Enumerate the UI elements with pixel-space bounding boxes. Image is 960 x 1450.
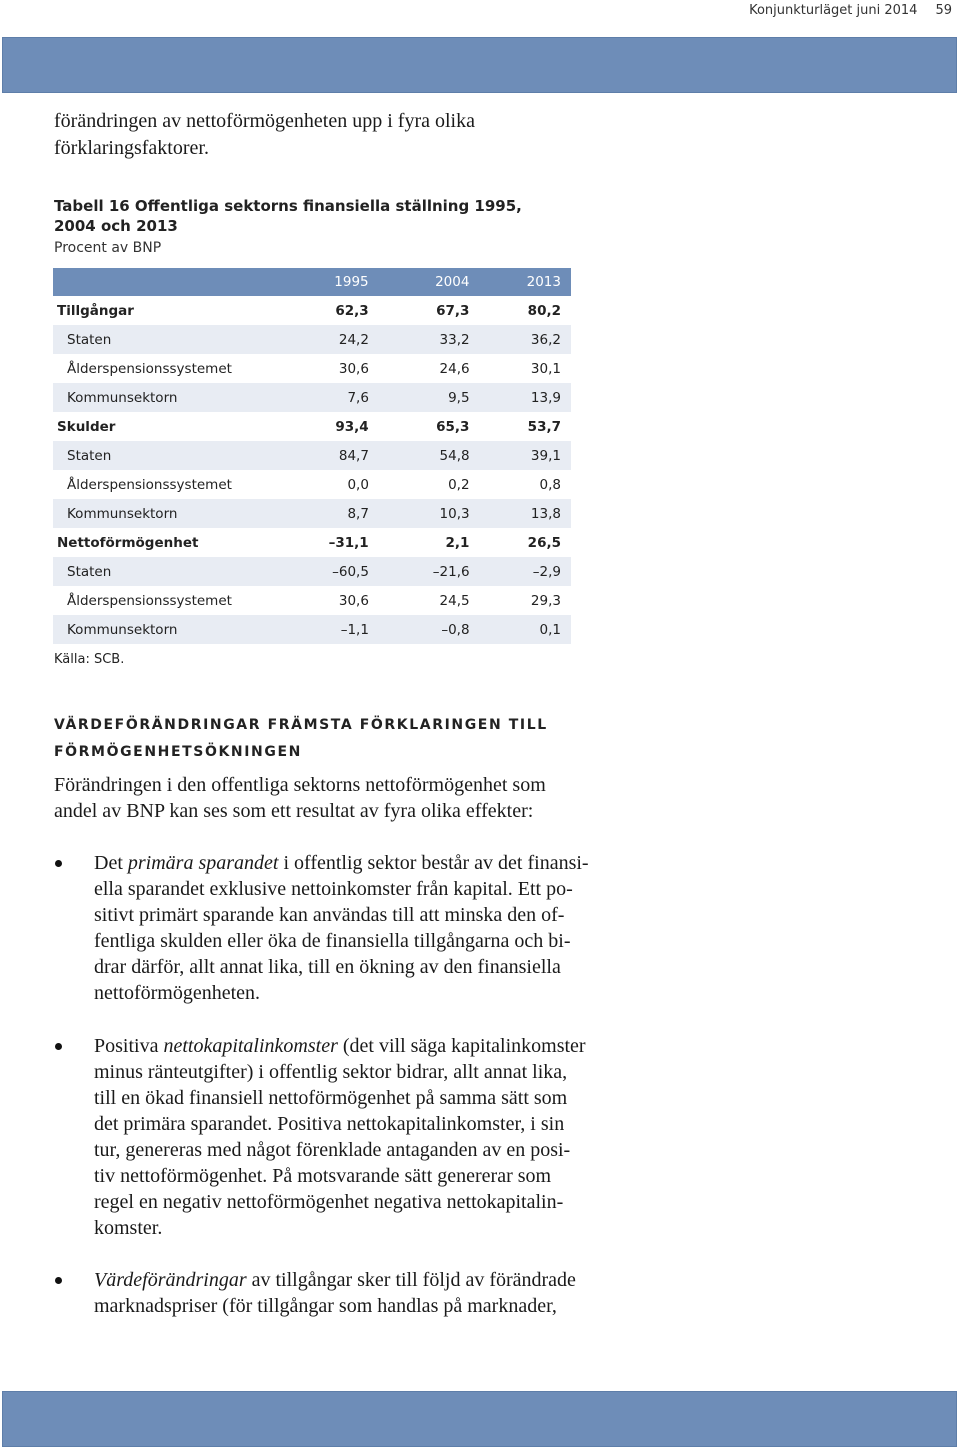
table-row [53,354,571,383]
bullet-line: det primära sparandet. Positiva nettokapitalinkomster, i sin [94,1113,565,1135]
table-row [53,557,571,586]
row-label: Ålderspensionssystemet [67,476,232,493]
table-cell: 13,9 [530,389,561,406]
table-cell: 0,0 [347,476,369,493]
table-cell: 13,8 [530,505,561,522]
page-number: 59 [935,2,952,18]
table-cell: –0,8 [441,621,470,638]
table-cell: 53,7 [527,418,561,435]
table-cell: 0,8 [539,476,561,493]
table-cell: 39,1 [530,447,561,464]
running-head [749,0,952,20]
table-row [53,296,571,325]
table-row [53,441,571,470]
bullet-dot [54,1033,94,1241]
bullet-line: ella sparandet exklusive nettoinkomster från kapital. Ett po- [94,878,573,900]
paragraph-line: Förändringen i den offentliga sektorns nettoförmögenhet som [54,774,546,796]
table-title-line: 2004 och 2013 [54,217,178,235]
table-header-row [53,268,571,296]
table-cell: 80,2 [527,302,561,319]
bullet-item [54,1267,594,1319]
bullet-item [54,1033,594,1241]
header-band [2,37,957,93]
bullet-text [94,850,589,1006]
row-label: Tillgångar [57,302,134,319]
bullet-term: nettokapitalinkomster [163,1035,338,1057]
financial-position-table [53,268,571,644]
bullet-line: minus ränteutgifter) i offentlig sektor bidrar, allt annat lika, [94,1061,568,1083]
table-row [53,470,571,499]
table-unit: Procent av BNP [54,240,162,256]
table-cell: 24,6 [439,360,470,377]
bullet-line: tiv nettoförmögenhet. På motsvarande sätt genererar som [94,1165,552,1187]
table-row [53,325,571,354]
bullet-dot [54,1267,94,1319]
table-source: Källa: SCB. [54,652,125,667]
intro-paragraph [54,108,534,162]
row-label: Kommunsektorn [67,621,178,638]
section-heading-line: FÖRMÖGENHETSÖKNINGEN [54,744,302,760]
bullet-first-line [94,1267,586,1293]
table-cell: 30,1 [530,360,561,377]
table-cell: 9,5 [448,389,470,406]
row-label: Skulder [57,418,116,435]
bullet-line: marknadspriser (för tillgångar som handlas på marknader, [94,1295,557,1317]
table-body [53,296,571,644]
footer-band [2,1391,957,1447]
table-row [53,586,571,615]
bullet-line: drar därför, allt annat lika, till en ökning av den finansiella [94,956,561,978]
bullet-line: regel en negativ nettoförmögenhet negativa nettokapitalin- [94,1191,564,1213]
bullet-first-rest: i offentlig sektor består av det finansi- [278,852,589,874]
bullet-text [94,1267,586,1319]
row-label: Ålderspensionssystemet [67,360,232,377]
bullet-item [54,850,594,1006]
intro-line: förändringen av nettoförmögenheten upp i fyra olika [54,110,475,132]
table-title-line: Tabell 16 Offentliga sektorns finansiella ställning 1995, [54,197,522,215]
table-cell: 62,3 [335,302,369,319]
table-row [53,528,571,557]
row-label: Staten [67,447,112,464]
bullet-dot [54,850,94,1006]
running-head-title: Konjunkturläget juni 2014 [749,2,918,18]
bullet-first-rest: (det vill säga kapitalinkomster [337,1035,586,1057]
bullet-term: Värdeförändringar [94,1269,247,1291]
table-cell: 54,8 [439,447,470,464]
bullet-line: tur, genereras med något förenklade antaganden av en posi- [94,1139,571,1161]
bullet-line: sitivt primärt sparande kan användas till att minska den of- [94,904,565,926]
table-row [53,499,571,528]
bullet-first-line [94,1033,586,1059]
bullet-term: primära sparandet [127,852,279,874]
section-heading-line: VÄRDEFÖRÄNDRINGAR FRÄMSTA FÖRKLARINGEN TILL [54,717,548,733]
row-label: Staten [67,331,112,348]
table-cell: 26,5 [527,534,561,551]
table-row [53,412,571,441]
table-cell: 10,3 [439,505,470,522]
paragraph-line: andel av BNP kan ses som ett resultat av fyra olika effekter: [54,800,534,822]
table-cell: –2,9 [532,563,561,580]
table-cell: 2,1 [445,534,470,551]
column-header: 2004 [435,274,470,290]
column-header: 2013 [526,274,561,290]
bullet-lead: Det [94,852,128,874]
table-title [54,196,574,236]
table-cell: 93,4 [335,418,369,435]
table-cell: –31,1 [328,534,369,551]
bullet-line: komster. [94,1217,163,1239]
bullet-first-rest: av tillgångar sker till följd av förändrade [246,1269,576,1291]
table-cell: –1,1 [340,621,369,638]
bullet-line: nettoförmögenheten. [94,982,261,1004]
table-row [53,383,571,412]
table-cell: 24,2 [338,331,369,348]
table-cell: –21,6 [432,563,470,580]
bullet-line: fentliga skulden eller öka de finansiella tillgångarna och bi- [94,930,571,952]
bullet-line: till en ökad finansiell nettoförmögenhet på samma sätt som [94,1087,568,1109]
section-heading [54,712,614,766]
table-cell: 7,6 [347,389,369,406]
table-cell: 33,2 [439,331,470,348]
table-cell: 8,7 [347,505,369,522]
table-cell: 36,2 [530,331,561,348]
table-cell: 65,3 [436,418,470,435]
table-cell: 67,3 [436,302,470,319]
bullet-first-line [94,850,589,876]
row-label: Staten [67,563,112,580]
table-row [53,615,571,644]
row-label: Ålderspensionssystemet [67,592,232,609]
column-header: 1995 [334,274,369,290]
table-cell: –60,5 [332,563,369,580]
table-cell: 30,6 [338,360,369,377]
section-paragraph [54,772,574,824]
table-cell: 84,7 [338,447,369,464]
intro-line: förklaringsfaktorer. [54,137,209,159]
row-label: Kommunsektorn [67,389,178,406]
table-cell: 29,3 [530,592,561,609]
bullet-lead: Positiva [94,1035,164,1057]
row-label: Kommunsektorn [67,505,178,522]
table-cell: 0,1 [539,621,561,638]
table-cell: 24,5 [439,592,470,609]
bullet-text [94,1033,586,1241]
table-cell: 0,2 [448,476,470,493]
row-label: Nettoförmögenhet [57,534,199,551]
table-cell: 30,6 [338,592,369,609]
